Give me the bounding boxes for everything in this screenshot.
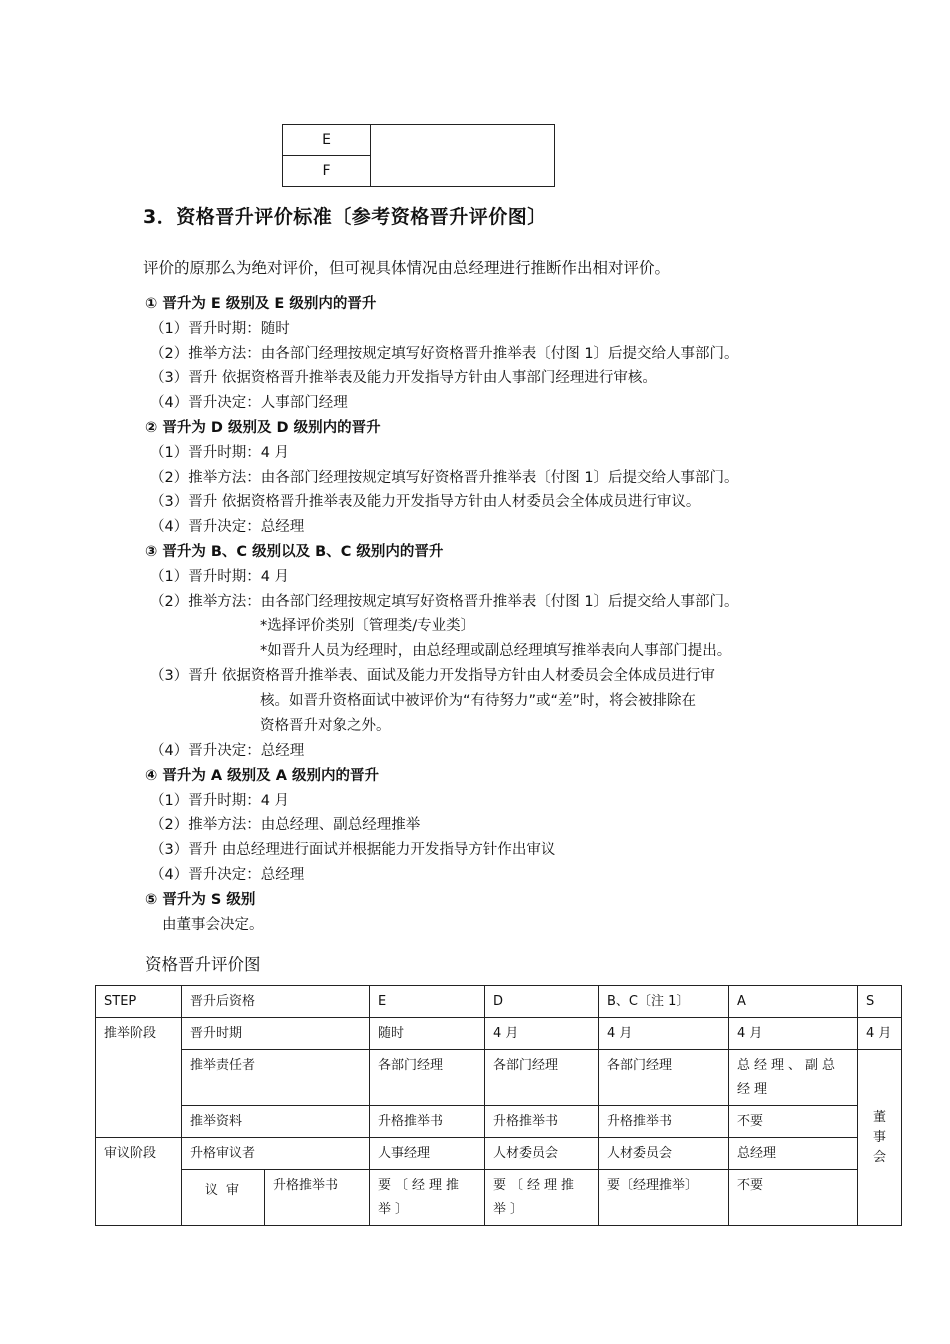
criteria-line: （3）晋升 由总经理进行面试并根据能力开发指导方针作出审议 — [150, 842, 556, 858]
table-row — [283, 125, 555, 156]
table-header-row — [96, 986, 902, 1018]
criteria-line: （2）推举方法：由各部门经理按规定填写好资格晋升推举表〔付图 1〕后提交给人事部门。 — [150, 594, 739, 610]
subsection-heading: ⑤ 晋升为 S 级别 — [145, 892, 256, 908]
criteria-line: 由董事会决定。 — [162, 917, 264, 933]
table-cell: 要〔经理推举〕 — [370, 1170, 485, 1226]
table-cell: 总经理 — [729, 1138, 858, 1170]
table-cell: 4 月 — [858, 1018, 902, 1050]
table-cell: 不要 — [729, 1170, 858, 1226]
header-cell: B、C〔注 1〕 — [599, 986, 729, 1018]
table-cell: 4 月 — [599, 1018, 729, 1050]
table-cell: 要〔经理推举〕 — [485, 1170, 599, 1226]
subsection-heading: ① 晋升为 E 级别及 E 级别内的晋升 — [145, 296, 377, 312]
table-row — [96, 1018, 902, 1050]
table-cell: 各部门经理 — [599, 1050, 729, 1106]
empty-cell — [371, 125, 555, 187]
header-cell: STEP — [96, 986, 182, 1018]
criteria-line: （1）晋升时期：4 月 — [150, 569, 290, 585]
criteria-line: （3）晋升 依据资格晋升推举表、面试及能力开发指导方针由人材委员会全体成员进行审 — [150, 668, 715, 684]
criteria-line: 资格晋升对象之外。 — [260, 718, 391, 734]
grade-table-fragment — [282, 124, 555, 187]
table-cell: 要〔经理推举〕 — [599, 1170, 729, 1226]
table-cell: 不要 — [729, 1106, 858, 1138]
row-label: 议 审 — [182, 1170, 265, 1226]
criteria-line: （1）晋升时期：随时 — [150, 321, 290, 337]
criteria-line: （4）晋升决定：总经理 — [150, 519, 305, 535]
criteria-line: （2）推举方法：由各部门经理按规定填写好资格晋升推举表〔付图 1〕后提交给人事部门。 — [150, 346, 739, 362]
criteria-line: （4）晋升决定：总经理 — [150, 743, 305, 759]
criteria-line: （2）推举方法：由总经理、副总经理推举 — [150, 817, 421, 833]
criteria-line: *选择评价类别〔管理类/专业类〕 — [260, 618, 476, 634]
row-label: 推举责任者 — [182, 1050, 370, 1106]
header-cell: 晋升后资格 — [182, 986, 370, 1018]
table-cell: 升格推举书 — [485, 1106, 599, 1138]
criteria-line: （4）晋升决定：人事部门经理 — [150, 395, 348, 411]
criteria-line: （4）晋升决定：总经理 — [150, 867, 305, 883]
table-cell: 人事经理 — [370, 1138, 485, 1170]
header-cell: E — [370, 986, 485, 1018]
subsection-heading: ③ 晋升为 B、C 级别以及 B、C 级别内的晋升 — [145, 544, 444, 560]
table-cell: 4 月 — [729, 1018, 858, 1050]
board-text: 董事会 — [873, 1109, 887, 1165]
board-label — [873, 1109, 887, 1165]
grade-cell: F — [283, 156, 371, 187]
section-heading: 3．资格晋升评价标准〔参考资格晋升评价图〕 — [143, 206, 547, 228]
row-label: 推举资料 — [182, 1106, 370, 1138]
criteria-line: （1）晋升时期：4 月 — [150, 445, 290, 461]
table-row — [96, 1050, 902, 1106]
board-cell — [858, 1050, 902, 1226]
row-label: 升格审议者 — [182, 1138, 370, 1170]
criteria-line: *如晋升人员为经理时，由总经理或副总经理填写推举表向人事部门提出。 — [260, 643, 732, 659]
row-label: 晋升时期 — [182, 1018, 370, 1050]
intro-paragraph: 评价的原那么为绝对评价，但可视具体情况由总经理进行推断作出相对评价。 — [143, 259, 671, 277]
table-row — [96, 1170, 902, 1226]
criteria-line: 核。如晋升资格面试中被评价为“有待努力”或“差”时，将会被排除在 — [260, 693, 697, 709]
row-label: 升格推举书 — [265, 1170, 370, 1226]
table-cell: 升格推举书 — [599, 1106, 729, 1138]
subsection-heading: ④ 晋升为 A 级别及 A 级别内的晋升 — [145, 768, 379, 784]
header-cell: D — [485, 986, 599, 1018]
criteria-line: （3）晋升 依据资格晋升推举表及能力开发指导方针由人材委员会全体成员进行审议。 — [150, 494, 701, 510]
criteria-line: （2）推举方法：由各部门经理按规定填写好资格晋升推举表〔付图 1〕后提交给人事部门。 — [150, 470, 739, 486]
table-cell: 人材委员会 — [599, 1138, 729, 1170]
table-cell: 各部门经理 — [370, 1050, 485, 1106]
table-cell: 随时 — [370, 1018, 485, 1050]
table-cell: 总经理、副总经理 — [729, 1050, 858, 1106]
table-row — [96, 1106, 902, 1138]
criteria-line: （1）晋升时期：4 月 — [150, 793, 290, 809]
promotion-evaluation-table — [95, 985, 902, 1226]
header-cell: A — [729, 986, 858, 1018]
chart-title: 资格晋升评价图 — [145, 955, 261, 974]
table-cell: 各部门经理 — [485, 1050, 599, 1106]
table-cell: 升格推举书 — [370, 1106, 485, 1138]
stage-cell: 推举阶段 — [96, 1018, 182, 1138]
table-cell: 4 月 — [485, 1018, 599, 1050]
grade-cell: E — [283, 125, 371, 156]
subsection-heading: ② 晋升为 D 级别及 D 级别内的晋升 — [145, 420, 381, 436]
table-row — [96, 1138, 902, 1170]
table-cell: 人材委员会 — [485, 1138, 599, 1170]
criteria-line: （3）晋升 依据资格晋升推举表及能力开发指导方针由人事部门经理进行审核。 — [150, 370, 657, 386]
header-cell: S — [858, 986, 902, 1018]
stage-cell: 审议阶段 — [96, 1138, 182, 1226]
